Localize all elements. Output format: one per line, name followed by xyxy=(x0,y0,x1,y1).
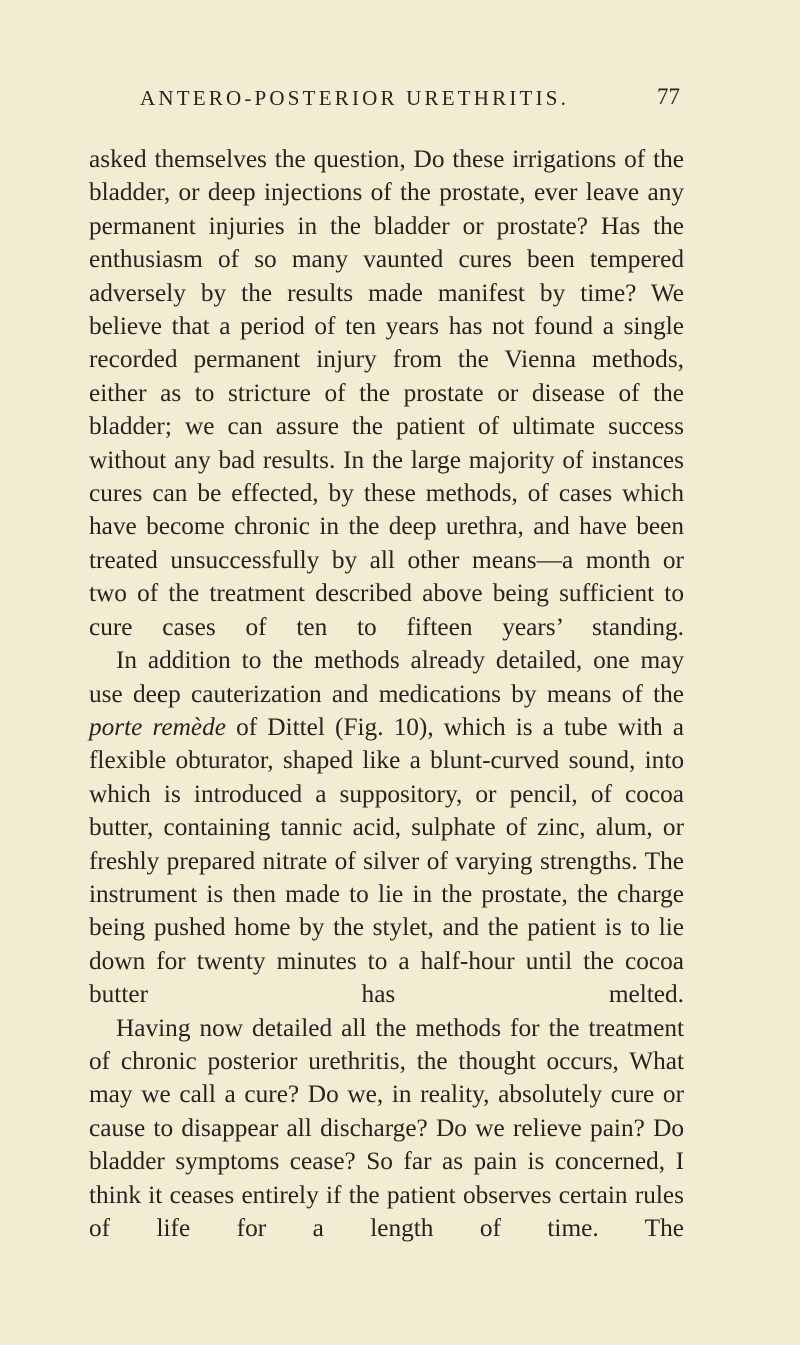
paragraph-2-italic-term: porte remède xyxy=(89,712,227,741)
paragraph-2-before: In addition to the methods already detailed, one may use deep cauterization and medications by means of the xyxy=(89,646,684,708)
paragraph-2 xyxy=(89,644,684,1011)
running-title: ANTERO-POSTERIOR URETHRITIS. xyxy=(140,86,570,110)
paragraph-3: Having now detailed all the methods for the treatment of chronic posterior urethritis, the thought occurs, What may we call a cure? Do we, in reality, absolutely cure or cause to disappear all discharge? Do we relieve pain? Do bladder symptoms cease? So far as pain is concerned, I think it ceases entirely if the patient observes certain rules of life for a length of time. The xyxy=(89,1013,684,1242)
page-number: 77 xyxy=(657,84,680,109)
paragraph-1: asked themselves the question, Do these irrigations of the bladder, or deep injections of the prostate, ever leave any permanent injuries in the bladder or prostate? Has the enthusiasm of so many vaunted cures been tempered adversely by the results made manifest by time? We believe that a period of ten years has not found a single recorded permanent injury from the Vienna methods, either as to stricture of the prostate or disease of the bladder; we can assure the patient of ultimate success without any bad results. In the large majority of instances cures can be effected, by these methods, of cases which have become chronic in the deep urethra, and have been treated unsuccessfully by all other means—a month or two of the treatment described above being sufficient to cure cases of ten to fifteen years’ standing. xyxy=(89,145,684,641)
paragraph-2-after: of Dittel (Fig. 10), which is a tube with a flexible obturator, shaped like a blunt-curved sound, into which is introduced a suppository, or pencil, of cocoa butter, containing tannic acid, sulphate of zinc, alum, or freshly prepared nitrate of silver of varying strengths. The instrument is then made to lie in the prostate, the charge being pushed home by the stylet, and the patient is to lie down for twenty minutes to a half-hour until the cocoa butter has melted. xyxy=(89,712,684,1009)
body-text xyxy=(89,143,684,1245)
running-head xyxy=(140,86,680,118)
